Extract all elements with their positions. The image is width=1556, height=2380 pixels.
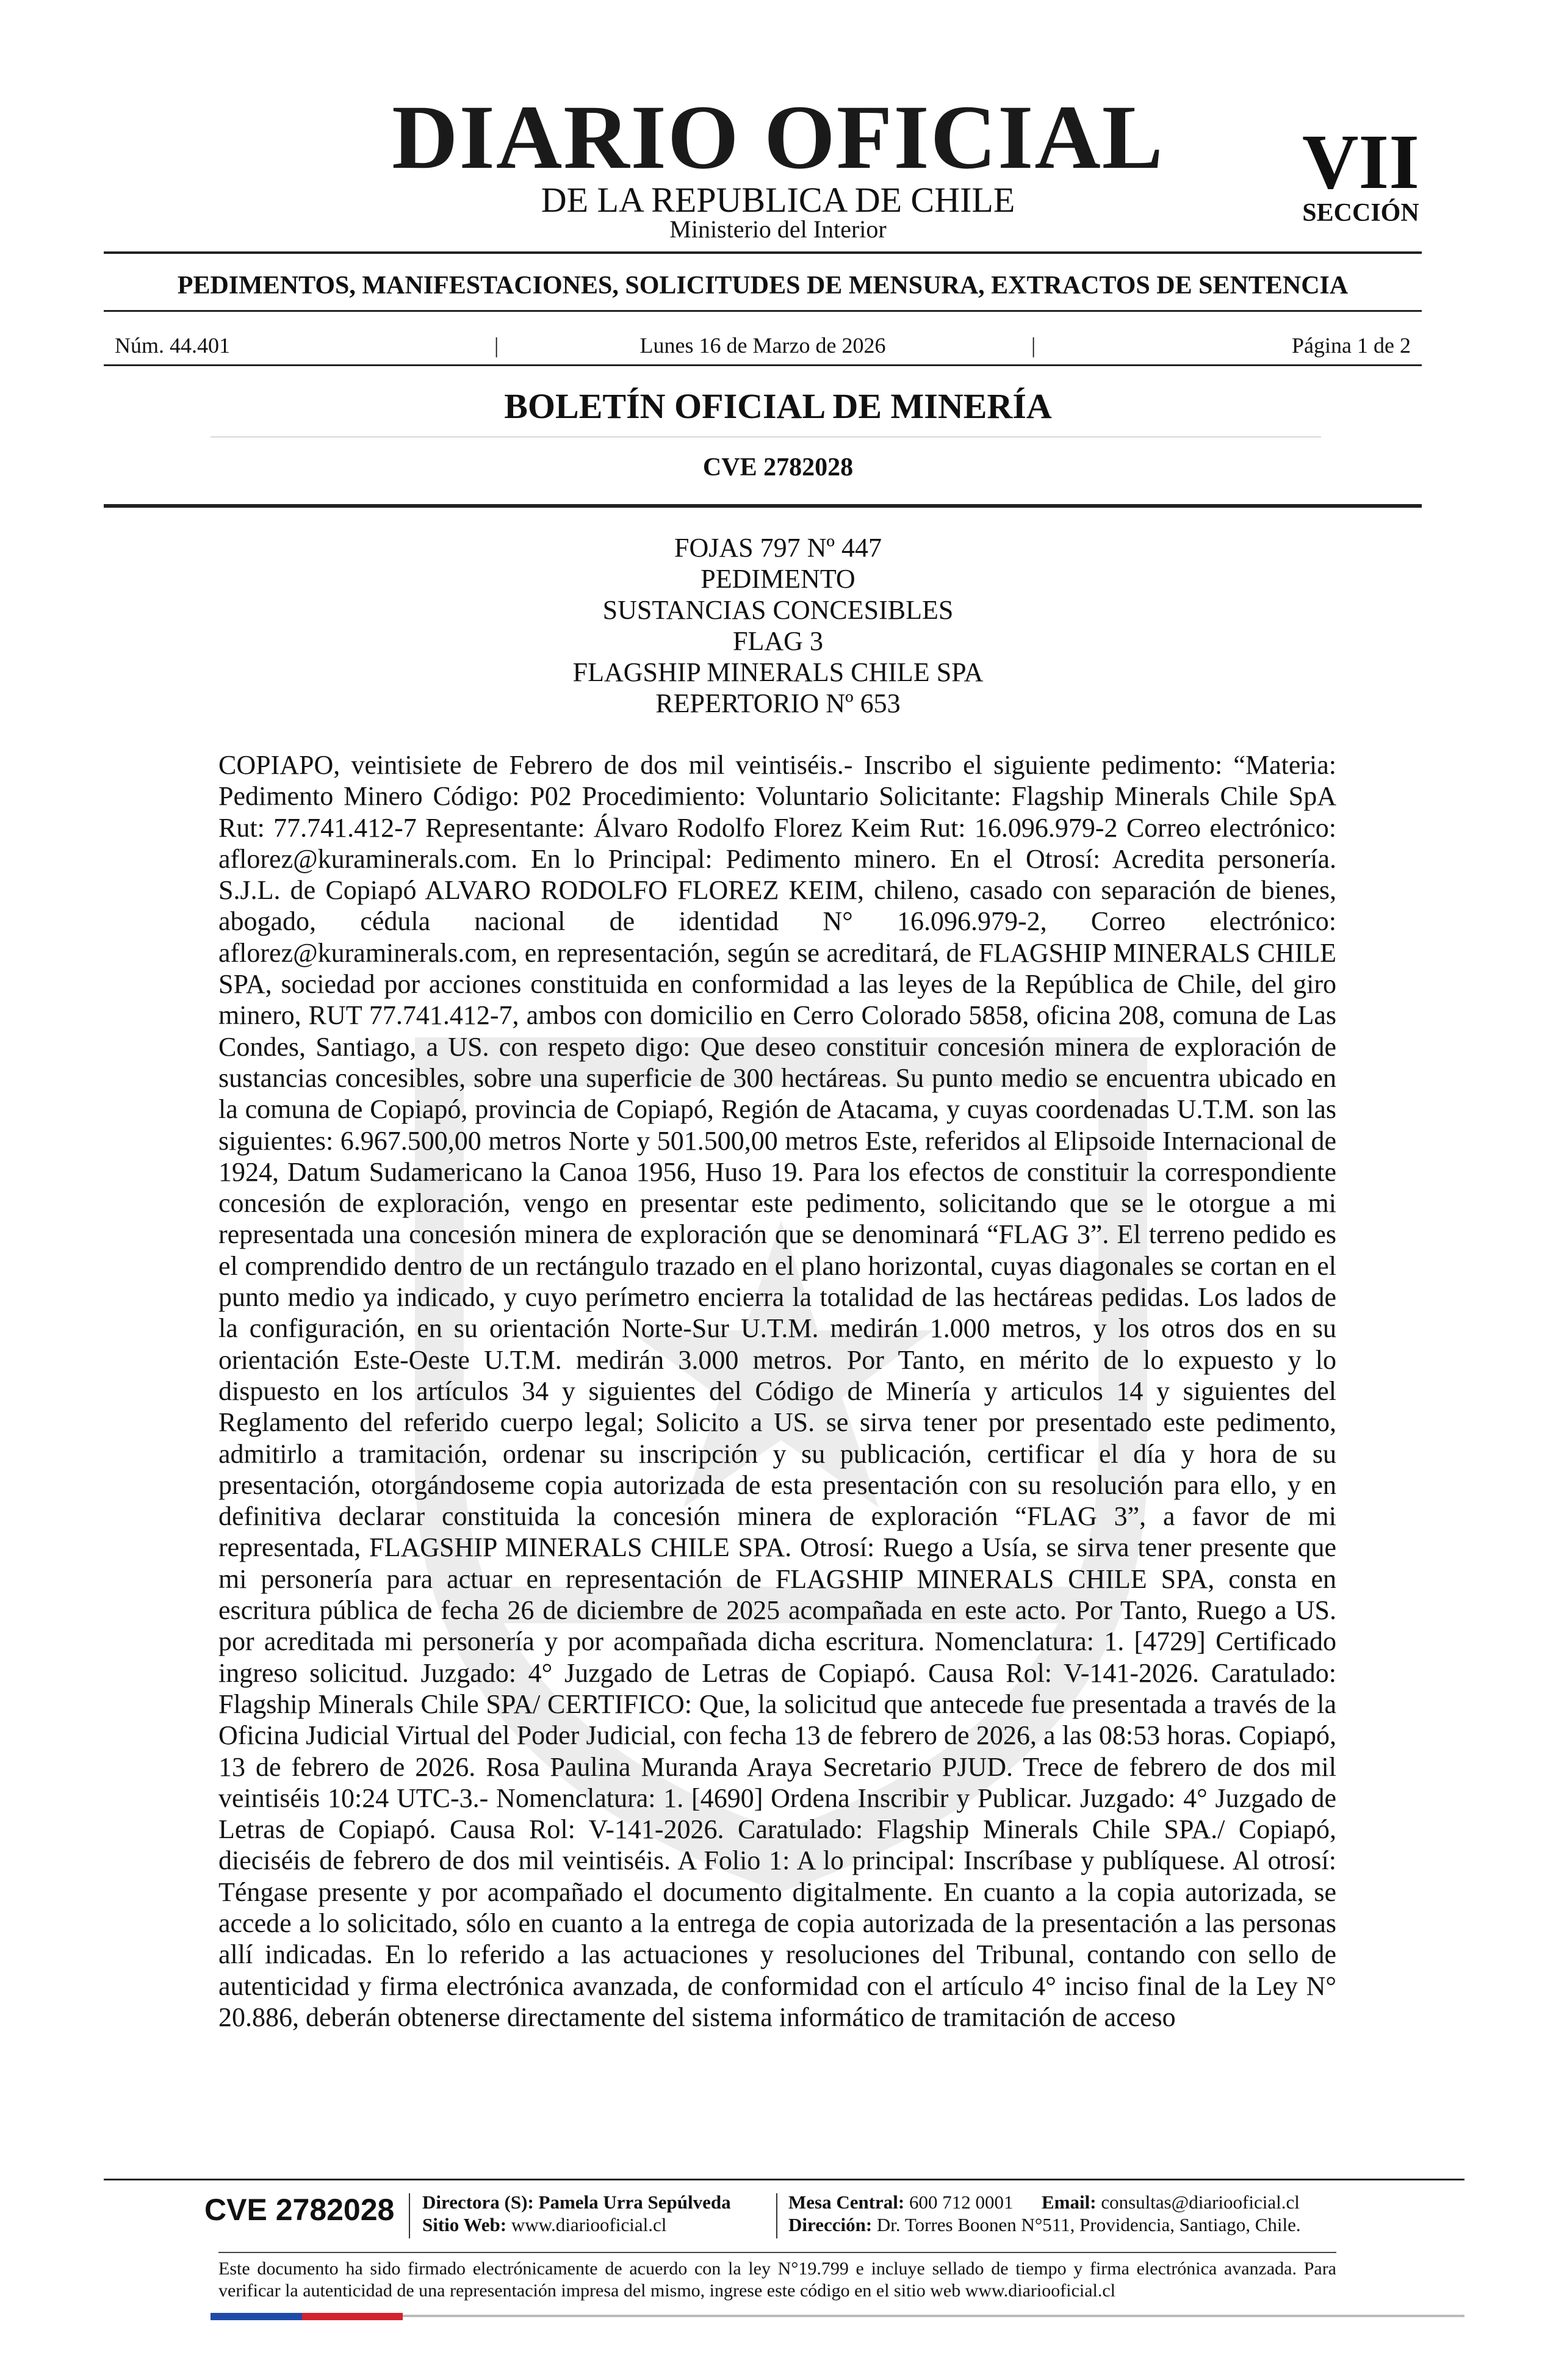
flag-red-segment xyxy=(302,2313,403,2320)
section-banner: PEDIMENTOS, MANIFESTACIONES, SOLICITUDES DE MENSURA, EXTRACTOS DE SENTENCIA xyxy=(177,272,1349,300)
site-link[interactable]: www.diariooficial.cl xyxy=(511,2214,667,2235)
director-name: Directora (S): Pamela Urra Sepúlveda xyxy=(422,2191,731,2213)
email-label: Email: xyxy=(1042,2191,1097,2213)
issue-date: Lunes 16 de Marzo de 2026 xyxy=(639,333,886,358)
footer-note-divider xyxy=(218,2252,1336,2253)
address-value: Dr. Torres Boonen N°511, Providencia, Santiago, Chile. xyxy=(876,2214,1301,2235)
document-body: COPIAPO, veintisiete de Febrero de dos mil veintiséis.- Inscribo el siguiente pedimento: “Materia: Pedimento Minero Código: P02 Procedimiento: Voluntario Solicitante: Flagship Minerals Chile SpA Rut: 77.741.412-7 Representante: Álvaro Rodolfo Florez Keim Rut: 16.096.979-2 Correo electrónico: aflorez@kuraminerals.com. En lo Principal: Pedimento minero. En el Otrosí: Acredita personería. S.J.L. de Copiapó ALVARO RODOLFO FLOREZ KEIM, chileno, casado con separación de bienes, abogado, cédula nacional de identidad N° 16.096.979-2, Correo electrónico: aflorez@kuraminerals.com, en representación, según se acreditará, de FLAGSHIP MINERALS CHILE SPA, sociedad por acciones constituida en conformidad a las leyes de la República de Chile, del giro minero, RUT 77.741.412-7, ambos con domicilio en Cerro Colorado 5858, oficina 208, comuna de Las Condes, Santiago, a US. con respeto digo: Que deseo constituir concesión minera de exploración de sustancias concesibles, sobre una superficie de 300 hectáreas. Su punto medio se encuentra ubicado en la comuna de Copiapó, provincia de Copiapó, Región de Atacama, y cuyas coordenadas U.T.M. son las siguientes: 6.967.500,00 metros Norte y 501.500,00 metros Este, referidos al Elipsoide Internacional de 1924, Datum Sudamericano la Canoa 1956, Huso 19. Para los efectos de constituir la correspondiente concesión de exploración, vengo en presentar este pedimento, solicitando que se le otorgue a mi representada una concesión minera de exploración que se denominará “FLAG 3”. El terreno pedido es el comprendido dentro de un rectángulo trazado en el plano horizontal, cuyas diagonales se cortan en el punto medio ya indicado, y cuyo perímetro encierra la totalidad de las hectáreas pedidas. Los lados de la configuración, en su orientación Norte-Sur U.T.M. medirán 1.000 metros, y los otros dos en su orientación Este-Oeste U.T.M. medirán 3.000 metros. Por Tanto, en mérito de lo expuesto y lo dispuesto en los artículos 34 y siguientes del Código de Minería y articulos 14 y siguientes del Reglamento del referido cuerpo legal; Solicito a US. se sirva tener por presentado este pedimento, admitirlo a tramitación, ordenar su inscripción y su publicación, certificar el día y hora de su presentación, otorgándoseme copia autorizada de esta presentación con su resolución para ello, y en definitiva declarar constituida la concesión minera de exploración “FLAG 3”, a favor de mi representada, FLAGSHIP MINERALS CHILE SPA. Otrosí: Ruego a Usía, se sirva tener presente que mi personería para actuar en representación de FLAGSHIP MINERALS CHILE SPA, consta en escritura pública de fecha 26 de diciembre de 2025 acompañada en este acto. Por Tanto, Ruego a US. por acreditada mi personería y por acompañada dicha escritura. Nomenclatura: 1. [4729] Certificado ingreso solicitud. Juzgado: 4° Juzgado de Letras de Copiapó. Causa Rol: V-141-2026. Caratulado: Flagship Minerals Chile SPA/ CERTIFICO: Que, la solicitud que antecede fue presentada a través de la Oficina Judicial Virtual del Poder Judicial, con fecha 13 de febrero de 2026, a las 08:53 horas. Copiapó, 13 de febrero de 2026. Rosa Paulina Muranda Araya Secretario PJUD. Trece de febrero de dos mil veintiséis 10:24 UTC-3.- Nomenclatura: 1. [4690] Ordena Inscribir y Publicar. Juzgado: 4° Juzgado de Letras de Copiapó. Causa Rol: V-141-2026. Caratulado: Flagship Minerals Chile SPA./ Copiapó, dieciséis de febrero de dos mil veintiséis. A Folio 1: A lo principal: Inscríbase y publíquese. Al otrosí: Téngase presente y por acompañado el documento digitalmente. En cuanto a la copia autorizada, se accede a lo solicitado, sólo en cuanto a la entrega de copia autorizada de la presentación a las personas allí indicadas. En lo referido a las actuaciones y resoluciones del Tribunal, contando con sello de autenticidad y firma electrónica avanzada, de conformidad con el artículo 4° inciso final de la Ley N° 20.886, deberán obtenerse directamente del sistema informático de tramitación de acceso xyxy=(218,750,1336,2032)
header-bottom-divider xyxy=(104,504,1422,508)
flag-blue-segment xyxy=(211,2313,302,2320)
footer-column-divider xyxy=(776,2193,777,2238)
issue-info-row xyxy=(104,328,1422,362)
footer-director-block xyxy=(422,2191,731,2236)
concession-name: FLAG 3 xyxy=(733,626,823,656)
issue-separator: | xyxy=(494,333,499,358)
issue-number: Núm. 44.401 xyxy=(115,333,230,358)
flag-color-bar xyxy=(211,2313,403,2320)
issue-divider xyxy=(104,364,1422,366)
repertorio-line: REPERTORIO Nº 653 xyxy=(655,688,901,718)
footer-cve-code: CVE 2782028 xyxy=(204,2193,395,2227)
site-label: Sitio Web: xyxy=(422,2214,507,2235)
issue-separator: | xyxy=(1031,333,1036,358)
masthead-divider xyxy=(104,251,1422,254)
bulletin-title: BOLETÍN OFICIAL DE MINERÍA xyxy=(504,386,1052,426)
footer-column-divider xyxy=(409,2193,410,2238)
document-type: PEDIMENTO xyxy=(701,564,855,594)
newspaper-subtitle: DE LA REPUBLICA DE CHILE xyxy=(541,180,1015,220)
address-label: Dirección: xyxy=(788,2214,873,2235)
newspaper-title: DIARIO OFICIAL xyxy=(392,87,1164,188)
section-label: SECCIÓN xyxy=(1302,199,1419,227)
phone-label: Mesa Central: xyxy=(788,2191,905,2213)
fojas-line: FOJAS 797 Nº 447 xyxy=(674,533,882,563)
company-name: FLAGSHIP MINERALS CHILE SPA xyxy=(572,657,984,687)
substance-type: SUSTANCIAS CONCESIBLES xyxy=(602,595,954,625)
email-link[interactable]: consultas@diariooficial.cl xyxy=(1101,2191,1300,2213)
banner-divider xyxy=(104,310,1422,312)
signature-note: Este documento ha sido firmado electrónicamente de acuerdo con la ley N°19.799 e incluye sellado de tiempo y firma electrónica avanzada. Para verificar la autenticidad de una representación impresa del mismo, ingrese este código en el sitio web www.diariooficial.cl xyxy=(218,2259,1336,2301)
phone-value: 600 712 0001 xyxy=(909,2191,1014,2213)
section-number: VII xyxy=(1302,118,1420,205)
flag-bar-line xyxy=(403,2315,1464,2317)
bulletin-divider xyxy=(211,436,1321,438)
footer-divider xyxy=(104,2179,1464,2180)
document-header xyxy=(0,532,1556,719)
footer-contact-block xyxy=(788,2191,1301,2236)
page-indicator: Página 1 de 2 xyxy=(1292,333,1411,358)
ministry-label: Ministerio del Interior xyxy=(669,215,887,243)
cve-code: CVE 2782028 xyxy=(702,453,854,481)
